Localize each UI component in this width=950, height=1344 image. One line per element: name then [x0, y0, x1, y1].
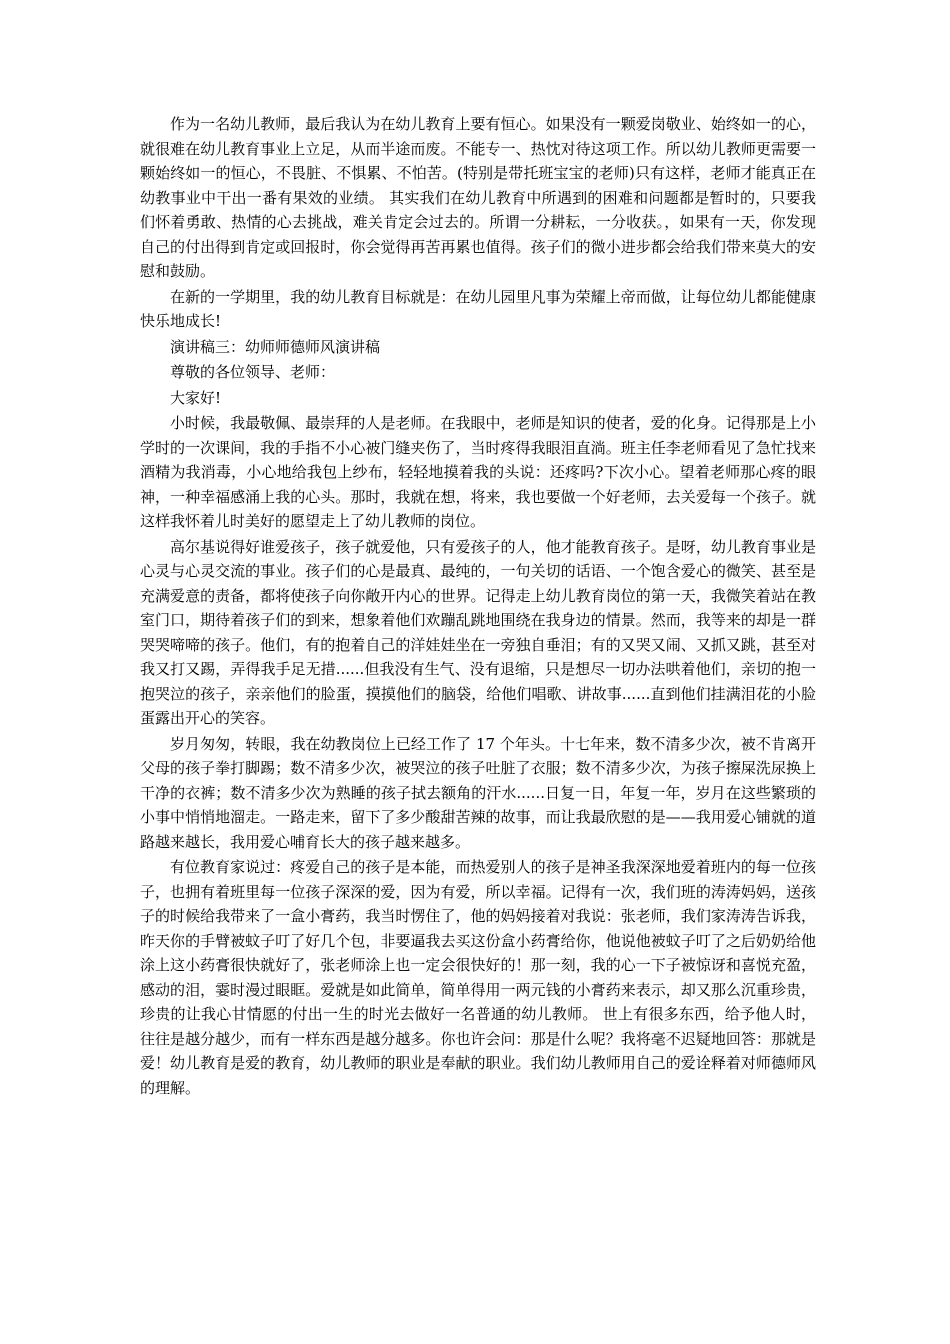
- paragraph-love: 有位教育家说过：疼爱自己的孩子是本能，而热爱别人的孩子是神圣我深深地爱着班内的每一位孩子，也拥有着班里每一位孩子深深的爱，因为有爱，所以幸福。记得有一次，我们班的涛涛妈妈，送孩子的时候给我带来了一盒小膏药，我当时愣住了，他的妈妈接着对我说：张老师，我们家涛涛告诉我，昨天你的手臂被蚊子叮了好几个包，非要逼我去买这份盒小药膏给你，他说他被蚊子叮了之后奶奶给他涂上这小药膏很快就好了，张老师涂上也一定会很快好的！那一刻，我的心一下子被惊讶和喜悦充盈，感动的泪，霎时漫过眼眶。爱就是如此简单，简单得用一两元钱的小膏药来表示，却又那么沉重珍贵，珍贵的让我心甘情愿的付出一生的时光去做好一名普通的幼儿教师。 世上有很多东西，给予他人时，往往是越分越少，而有一样东西是越分越多。你也许会问：那是什么呢？我将毫不迟疑地回答：那就是爱！幼儿教育是爱的教育，幼儿教师的职业是奉献的职业。我们幼儿教师用自己的爱诠释着对师德师风的理解。: [140, 858, 816, 1097]
- paragraph-perseverance: 作为一名幼儿教师，最后我认为在幼儿教育上要有恒心。如果没有一颗爱岗敬业、始终如一的心，就很难在幼儿教育事业上立足，从而半途而废。不能专一、热忱对待这项工作。所以幼儿教师更需要一颗始终如一的恒心，不畏脏、不惧累、不怕苦。(特别是带托班宝宝的老师)只有这样，老师才能真正在幼教事业中干出一番有果效的业绩。 其实我们在幼儿教育中所遇到的困难和问题都是暂时的，只要我们怀着勇敢、热情的心去挑战，难关肯定会过去的。所谓一分耕耘，一分收获。，如果有一天，你发现自己的付出得到肯定或回报时，你会觉得再苦再累也值得。孩子们的微小进步都会给我们带来莫大的安慰和鼓励。: [140, 115, 816, 280]
- greeting: 大家好!: [170, 388, 222, 407]
- salutation: 尊敬的各位领导、老师：: [170, 363, 336, 381]
- paragraph-seventeen-years: 岁月匆匆，转眼，我在幼教岗位上已经工作了 17 个年头。十七年来，数不清多少次，被不肯离开父母的孩子拳打脚踢；数不清多少次，被哭泣的孩子吐脏了衣服；数不清多少次，为孩子擦屎洗尿换上干净的衣裤；数不清多少次为熟睡的孩子拭去额角的汗水......日复一日，年复一年，岁月在这些繁琐的小事中悄悄地溜走。一路走来，留下了多少酸甜苦辣的故事，而让我最欣慰的是——我用爱心铺就的道路越来越长，我用爱心哺育长大的孩子越来越多。: [140, 734, 816, 851]
- speech-title: 演讲稿三：幼师师德师风演讲稿: [170, 337, 381, 356]
- paragraph-childhood: 小时候，我最敬佩、最崇拜的人是老师。在我眼中，老师是知识的使者，爱的化身。记得那是上小学时的一次课间，我的手指不小心被门缝夹伤了，当时疼得我眼泪直淌。班主任李老师看见了急忙找来酒精为我消毒，小心地给我包上纱布，轻轻地摸着我的头说：还疼吗?下次小心。望着老师那心疼的眼神，一种幸福感涌上我的心头。那时，我就在想，将来，我也要做一个好老师，去关爱每一个孩子。就这样我怀着儿时美好的愿望走上了幼儿教师的岗位。: [140, 414, 816, 530]
- paragraph-semester-goal: 在新的一学期里，我的幼儿教育目标就是：在幼儿园里凡事为荣耀上帝而做，让每位幼儿都能健康快乐地成长!: [140, 287, 816, 330]
- paragraph-gorky: 高尔基说得好谁爱孩子，孩子就爱他，只有爱孩子的人，他才能教育孩子。是呀，幼儿教育事业是心灵与心灵交流的事业。孩子们的心是最真、最纯的，一句关切的话语、一个饱含爱心的微笑、甚至是充满爱意的责备，都将使孩子向你敞开内心的世界。记得走上幼儿教育岗位的第一天，我微笑着站在教室门口，期待着孩子们的到来，想象着他们欢蹦乱跳地围绕在我身边的情景。然而，我等来的却是一群哭哭啼啼的孩子。他们，有的抱着自己的洋娃娃坐在一旁独自垂泪；有的又哭又闹、又抓又跳，甚至对我又打又踢，弄得我手足无措......但我没有生气、没有退缩，只是想尽一切办法哄着他们，亲切的抱一抱哭泣的孩子，亲亲他们的脸蛋，摸摸他们的脑袋，给他们唱歌、讲故事......直到他们挂满泪花的小脸蛋露出开心的笑容。: [140, 537, 816, 727]
- document-body: [140, 112, 816, 1100]
